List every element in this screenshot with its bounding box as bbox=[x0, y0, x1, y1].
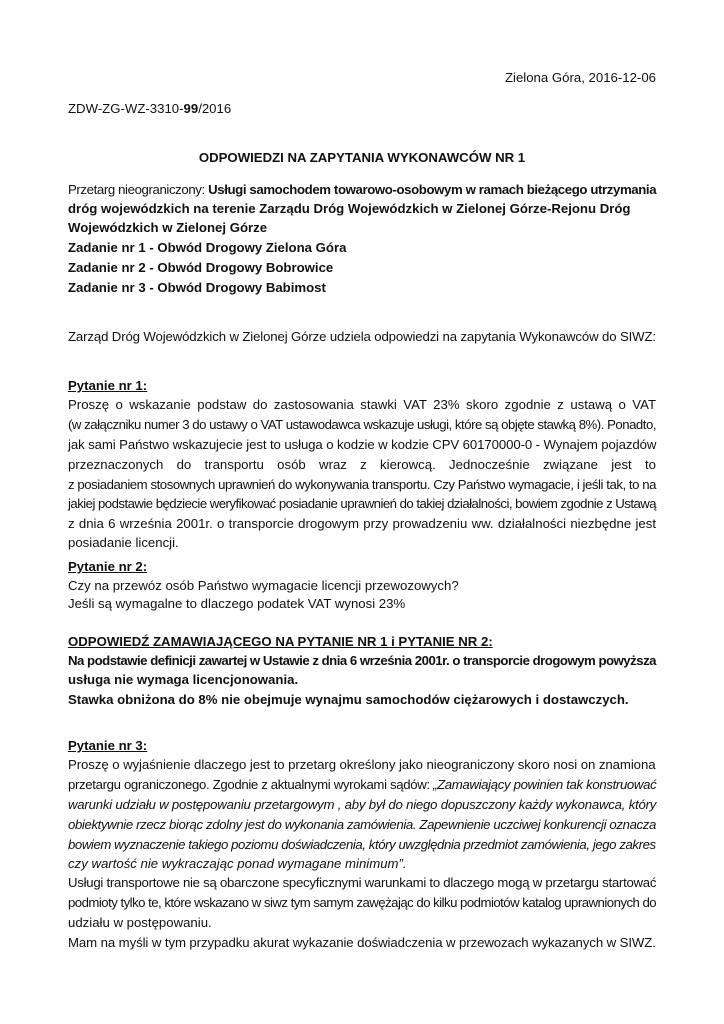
question-3-tail-4: Mam na myśli w tym przypadku akurat wykazanie doświadczenia w przewozach wykazanych w SIWZ. bbox=[68, 935, 656, 950]
question-3-heading: Pytanie nr 3: bbox=[68, 738, 148, 753]
quote-line-1: warunki udziału w postępowaniu przetargowym , aby był do niego dopuszczony każdy wykonawca, który bbox=[68, 797, 657, 812]
question-1-line-1: Proszę o wskazanie podstaw do zastosowania stawki VAT 23% skoro zgodnie z ustawą o VAT bbox=[68, 397, 656, 412]
quote-line-3: bowiem wyznaczenie takiego poziomu doświadczenia, który uwzględnia przedmiot zamówienia, jego zakres bbox=[68, 837, 656, 852]
quote-start: „Zamawiający powinien tak konstruować bbox=[433, 777, 657, 792]
quote-line-4: czy wartość nie wykraczając ponad wymagane minimum”. bbox=[68, 856, 407, 871]
question-3-tail-2: podmioty tylko te, które wskazano w siwz tym samym zawężając do kilku podmiotów katalog uprawnionych do bbox=[68, 895, 657, 910]
question-1-heading: Pytanie nr 1: bbox=[68, 378, 148, 393]
task-3: Zadanie nr 3 - Obwód Drogowy Babimost bbox=[68, 280, 326, 295]
reference-number-bold: 99 bbox=[183, 101, 199, 116]
tender-name-3: Wojewódzkich w Zielonej Górze bbox=[68, 220, 268, 235]
question-1-line-2: (w załączniku numer 3 do ustawy o VAT ustawodawca wskazuje usługi, które są objęte stawką 8%). Ponadto, bbox=[68, 417, 656, 432]
reference-number bbox=[68, 99, 231, 118]
question-2-line-1: Czy na przewóz osób Państwo wymagacie licencji przewozowych? bbox=[68, 578, 459, 593]
task-2: Zadanie nr 2 - Obwód Drogowy Bobrowice bbox=[68, 260, 334, 275]
question-1-line-4: przeznaczonych do transportu osób wraz z kierowcą. Jednocześnie związane jest to bbox=[68, 457, 656, 472]
quote-line-2: obiektywnie rzecz biorąc zdolny jest do wykonania zamówienia. Zapewnienie uczciwej konkurencji oznacza bbox=[68, 817, 656, 832]
question-1-line-8: posiadanie licencji. bbox=[68, 535, 179, 550]
question-1-line-7: z dnia 6 września 2001r. o transporcie drogowym przy prowadzeniu ww. działalności niezbędne jest bbox=[68, 516, 656, 531]
reference-prefix: ZDW-ZG-WZ-3310- bbox=[68, 101, 184, 116]
reference-suffix: /2016 bbox=[198, 101, 232, 116]
question-3-tail-1: Usługi transportowe nie są obarczone specyficznymi warunkami to dlaczego mogą w przetargu startować bbox=[68, 875, 657, 890]
place-date: Zielona Góra, 2016-12-06 bbox=[504, 70, 656, 85]
tender-line-1 bbox=[68, 180, 656, 199]
question-3-line-1: Proszę o wyjaśnienie dlaczego jest to przetarg określony jako nieograniczony skoro nosi on znamiona bbox=[68, 757, 656, 772]
question-3-line-2-text: przetargu ograniczonego. Zgodnie z aktualnymi wyrokami sądów: bbox=[68, 777, 434, 792]
tender-name-1: Usługi samochodem towarowo-osobowym w ramach bieżącego utrzymania bbox=[208, 182, 657, 197]
question-1-line-6: jakiej podstawie będziecie weryfikować posiadanie uprawnień do takiej działalności, bowiem zgodnie z Ustawą bbox=[68, 496, 657, 511]
tender-label: Przetarg nieograniczony: bbox=[68, 182, 209, 197]
answer-line-1: Na podstawie definicji zawartej w Ustawie z dnia 6 września 2001r. o transporcie drogowym powyższa bbox=[68, 653, 656, 668]
tender-name-2: dróg wojewódzkich na terenie Zarządu Dróg Wojewódzkich w Zielonej Górze-Rejonu Dróg bbox=[68, 201, 631, 216]
intro-text: Zarząd Dróg Wojewódzkich w Zielonej Górze udziela odpowiedzi na zapytania Wykonawców do SIWZ: bbox=[68, 329, 656, 344]
question-3-line-2 bbox=[68, 775, 656, 794]
answer-line-3: Stawka obniżona do 8% nie obejmuje wynajmu samochodów ciężarowych i dostawczych. bbox=[68, 692, 629, 707]
document-title: ODPOWIEDZI NA ZAPYTANIA WYKONAWCÓW NR 1 bbox=[198, 150, 526, 165]
answer-line-2: usługa nie wymaga licencjonowania. bbox=[68, 672, 299, 687]
question-1-line-3: jak sami Państwo wskazujecie jest to usługa o kodzie w kodzie CPV 60170000-0 - Wynajem pojazdów bbox=[68, 437, 657, 452]
answer-heading: ODPOWIEDŹ ZAMAWIAJĄCEGO NA PYTANIE NR 1 i PYTANIE NR 2: bbox=[68, 634, 493, 649]
question-2-line-2: Jeśli są wymagalne to dlaczego podatek VAT wynosi 23% bbox=[68, 596, 406, 611]
question-2-heading: Pytanie nr 2: bbox=[68, 559, 148, 574]
task-1: Zadanie nr 1 - Obwód Drogowy Zielona Góra bbox=[68, 240, 347, 255]
question-1-line-5: z posiadaniem stosownych uprawnień do wykonywania transportu. Czy Państwo wymagacie, i jeśli tak, to na bbox=[68, 477, 657, 492]
question-3-tail-3: udziału w postępowaniu. bbox=[68, 915, 212, 930]
